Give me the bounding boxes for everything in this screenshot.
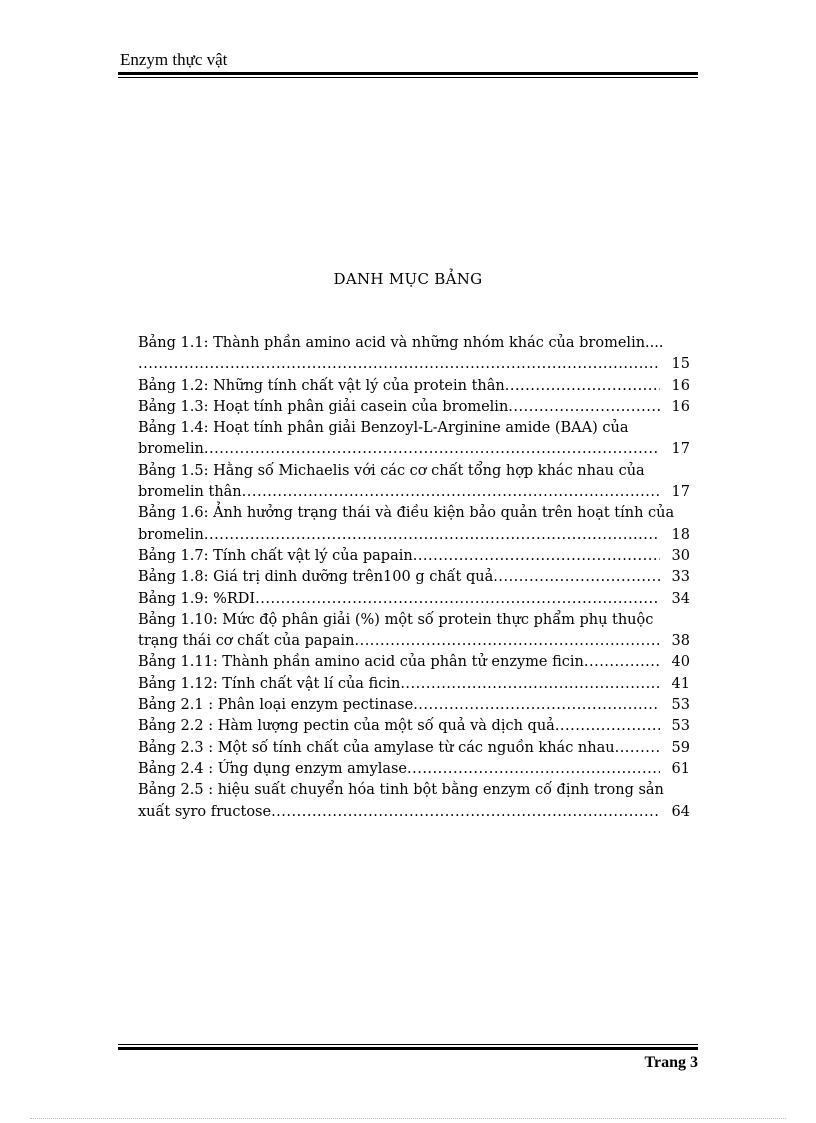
toc-entry-text: Bảng 1.4: Hoạt tính phân giải Benzoyl-L-Arginine amide (BAA) của	[138, 420, 629, 437]
dot-leader	[138, 354, 660, 375]
toc-entry[interactable]	[138, 716, 698, 737]
toc-entry-text: Bảng 1.9: %RDI	[138, 590, 256, 607]
dot-leader	[255, 589, 660, 610]
toc-entry-text: Bảng 2.4 : Ứng dụng enzym amylase	[138, 760, 407, 777]
toc-entry[interactable]	[138, 738, 698, 759]
toc-entry[interactable]	[138, 503, 698, 546]
toc-page-number: 61	[671, 760, 690, 777]
footer-rule-thin	[118, 1044, 698, 1045]
toc-page-number: 18	[671, 526, 690, 543]
toc-entry[interactable]	[138, 397, 698, 418]
toc-entry[interactable]	[138, 589, 698, 610]
toc-entry[interactable]	[138, 759, 698, 780]
page-edge-divider	[30, 1118, 786, 1119]
toc-entry-text: Bảng 1.2: Những tính chất vật lý của protein thân	[138, 377, 505, 394]
toc-page-number: 38	[671, 633, 690, 650]
toc-entry[interactable]	[138, 418, 698, 461]
toc-page-number: 15	[671, 356, 690, 373]
dot-leader	[204, 525, 660, 546]
toc-page-number: 16	[671, 398, 690, 415]
toc-entry-text: Bảng 1.1: Thành phần amino acid và những nhóm khác của bromelin....	[138, 335, 664, 351]
toc-entry[interactable]	[138, 780, 698, 823]
dot-leader	[242, 482, 660, 503]
dot-leader	[400, 674, 660, 695]
toc-page-number: 64	[671, 803, 690, 820]
toc-entry-text: Bảng 1.7: Tính chất vật lý của papain	[138, 547, 413, 564]
toc-entry-text: xuất syro fructose	[138, 803, 272, 820]
dot-leader	[505, 376, 660, 397]
toc-entry-text: Bảng 1.8: Giá trị dinh dưỡng trên100 g chất quả	[138, 569, 494, 586]
dot-leader	[413, 695, 660, 716]
toc-entry[interactable]	[138, 652, 698, 673]
dot-leader	[508, 397, 660, 418]
toc-page-number: 41	[671, 675, 690, 692]
dot-leader	[271, 802, 660, 823]
toc-page-number: 40	[671, 654, 690, 671]
footer-rule	[118, 1047, 698, 1050]
dot-leader	[584, 652, 660, 673]
dot-leader	[555, 716, 660, 737]
toc-page-number: 17	[671, 441, 690, 458]
toc-page-number: 30	[671, 547, 690, 564]
page-number: Trang 3	[644, 1054, 698, 1071]
toc-entry-text: Bảng 1.3: Hoạt tính phân giải casein của bromelin	[138, 398, 509, 415]
table-list	[138, 333, 698, 823]
dot-leader	[354, 631, 660, 652]
dot-leader	[407, 759, 660, 780]
toc-entry-text: Bảng 1.11: Thành phần amino acid của phân tử enzyme ficin	[138, 654, 584, 671]
toc-page-number: 33	[671, 569, 690, 586]
toc-page-number: 34	[671, 590, 690, 607]
toc-entry-text: bromelin	[138, 441, 204, 458]
toc-entry-text: Bảng 1.12: Tính chất vật lí của ficin	[138, 675, 401, 692]
dot-leader	[493, 567, 660, 588]
toc-entry[interactable]	[138, 567, 698, 588]
toc-entry[interactable]	[138, 461, 698, 504]
toc-entry-text: Bảng 1.10: Mức độ phân giải (%) một số protein thực phẩm phụ thuộc	[138, 611, 654, 628]
toc-entry-text: Bảng 2.2 : Hàm lượng pectin của một số quả và dịch quả	[138, 718, 555, 735]
toc-page-number: 59	[671, 739, 690, 756]
toc-entry-text: Bảng 2.1 : Phân loại enzym pectinase	[138, 697, 414, 714]
toc-entry[interactable]	[138, 376, 698, 397]
toc-page-number: 53	[671, 718, 690, 735]
dot-leader	[204, 439, 660, 460]
toc-page-number: 17	[671, 484, 690, 501]
toc-entry-text: Bảng 1.6: Ảnh hưởng trạng thái và điều kiện bảo quản trên hoạt tính của	[138, 505, 675, 522]
toc-page-number: 16	[671, 377, 690, 394]
toc-entry-text: Bảng 1.5: Hằng số Michaelis với các cơ chất tổng hợp khác nhau của	[138, 462, 645, 479]
toc-entry-text: Bảng 2.5 : hiệu suất chuyển hóa tinh bột bằng enzym cố định trong sản	[138, 782, 664, 799]
toc-entry-text: trạng thái cơ chất của papain	[138, 633, 355, 650]
toc-entry[interactable]	[138, 695, 698, 716]
header-rule-thin	[118, 77, 698, 78]
dot-leader	[413, 546, 660, 567]
header-rule	[118, 72, 698, 75]
toc-entry-text: bromelin	[138, 526, 204, 543]
page-title: DANH MỤC BẢNG	[333, 270, 483, 288]
running-header: Enzym thực vật	[120, 50, 228, 69]
toc-page-number: 53	[671, 697, 690, 714]
toc-entry[interactable]	[138, 546, 698, 567]
toc-entry-text: bromelin thân	[138, 484, 242, 501]
dot-leader	[615, 738, 660, 759]
toc-entry[interactable]	[138, 674, 698, 695]
toc-entry[interactable]	[138, 610, 698, 653]
toc-entry-text: Bảng 2.3 : Một số tính chất của amylase từ các nguồn khác nhau	[138, 739, 615, 756]
toc-entry[interactable]	[138, 333, 698, 376]
